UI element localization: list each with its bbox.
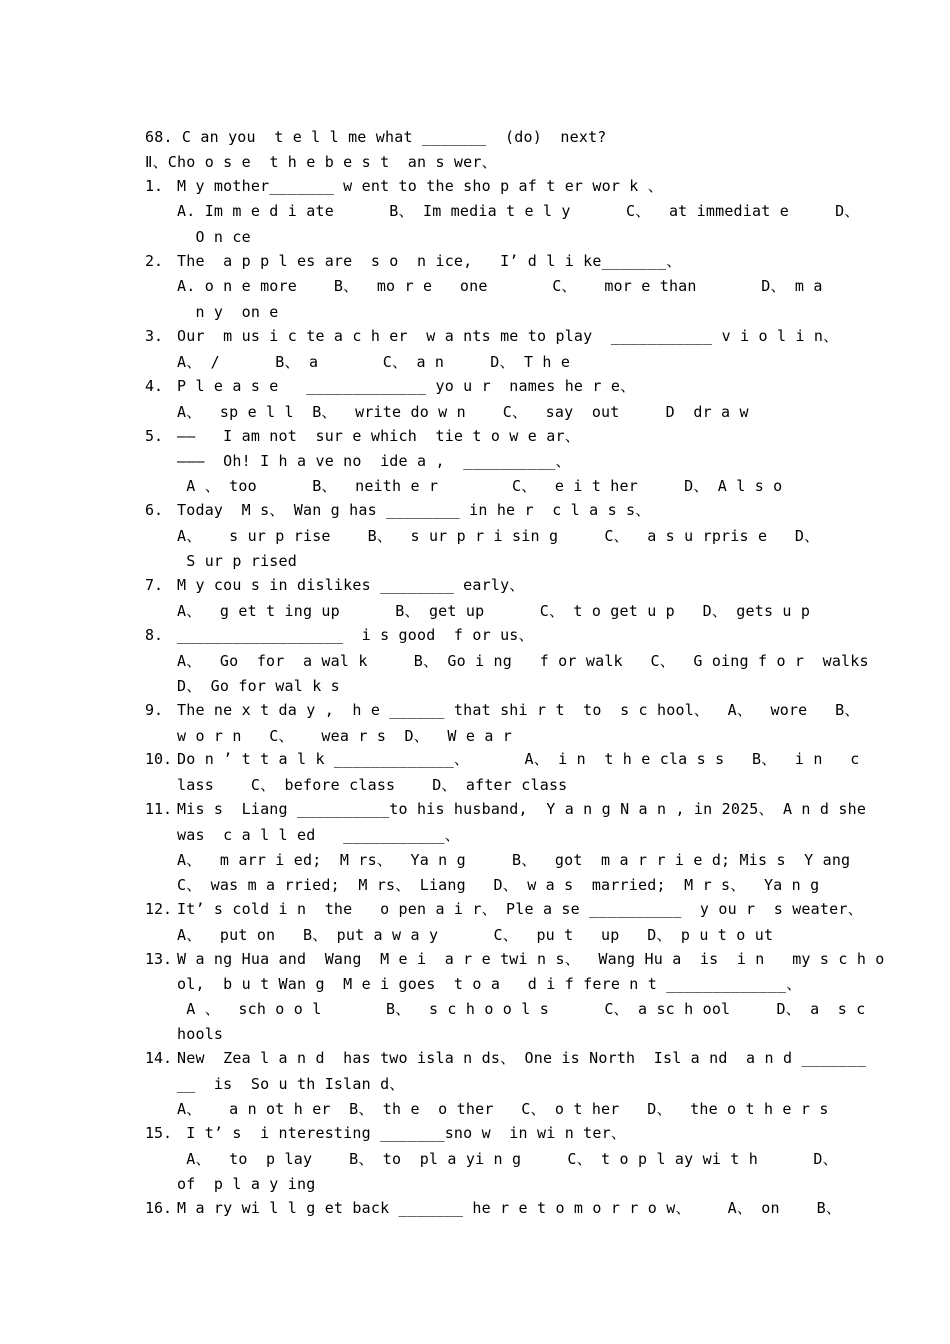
question-options: A、 s ur p rise B、 s ur p r i sin g C、 a s u rpris e D、 <box>177 527 820 545</box>
question-stem-wrap: __ is So u th Islan d、 <box>177 1075 405 1093</box>
question-options-wrap: O n ce <box>177 228 251 246</box>
question-number: 14. <box>145 1049 173 1067</box>
question-options: A、 to p lay B、 to pl a yi n g C、 t o p l ay wi t h D、 <box>177 1150 838 1168</box>
question-options: A、 sp e l l B、 write do w n C、 say out D dr a w <box>177 403 749 421</box>
question-options: A、 Go for a wal k B、 Go i ng f or walk C、 G oing f o r walks <box>177 652 869 670</box>
question-stem: The a p p l es are s o n ice, I’ d l i ke_______、 <box>177 252 682 270</box>
question-options: A、 put on B、 put a w a y C、 pu t up D、 p u t o ut <box>177 926 774 944</box>
question-options: A、 / B、 a C、 a n D、 T h e <box>177 353 571 371</box>
question-stem-wrap: ol, b u t Wan g M e i goes t o a d i f fere n t _____________、 <box>177 975 802 993</box>
question-number: 10. <box>145 750 173 768</box>
question-stem-reply: ——— Oh! I h a ve no ide a , __________、 <box>177 452 571 470</box>
question-number: 1. <box>145 177 164 195</box>
question-stem: __________________ i s good f or us、 <box>177 626 534 644</box>
question-options-wrap: of p l a y ing <box>177 1175 316 1193</box>
question-stem: W a ng Hua and Wang M e i a r e twi n s、 Wang Hu a is i n my s c h o <box>177 950 885 968</box>
question-options: A 、 too B、 neith e r C、 e i t her D、 A l s o <box>177 477 783 495</box>
question-stem: P l e a s e _____________ yo u r names he r e、 <box>177 377 636 395</box>
question-stem: Our m us i c te a c h er w a nts me to play ___________ v i o l i n、 <box>177 327 839 345</box>
question-number: 13. <box>145 950 173 968</box>
question-number: 3. <box>145 327 164 345</box>
question-68-line: 68. C an you t e l l me what _______ (do) next? <box>145 128 607 146</box>
question-stem: M a ry wi l l g et back _______ he r e t o m o r r o w、 A、 on B、 <box>177 1199 842 1217</box>
question-options: A、 a n ot h er B、 th e o ther C、 o t her D、 the o t h e r s <box>177 1100 829 1118</box>
question-stem: The ne x t da y , h e ______ that shi r t to s c hool、 A、 wore B、 <box>177 701 860 719</box>
question-stem: I t’ s i nteresting _______sno w in wi n ter、 <box>177 1124 627 1142</box>
question-options-wrap: lass C、 before class D、 after class <box>177 776 568 794</box>
question-number: 9. <box>145 701 164 719</box>
question-stem: Today M s、 Wan g has ________ in he r c l a s s、 <box>177 501 651 519</box>
question-options: A、 g et t ing up B、 get up C、 t o get u p D、 gets u p <box>177 602 811 620</box>
question-stem: Do n ’ t t a l k _____________、 A、 i n t h e cla s s B、 i n c <box>177 750 860 768</box>
question-number: 4. <box>145 377 164 395</box>
question-number: 2. <box>145 252 164 270</box>
question-options: A. o n e more B、 mo r e one C、 mor e than D、 m a <box>177 277 823 295</box>
question-number: 8. <box>145 626 164 644</box>
question-number: 16. <box>145 1199 173 1217</box>
question-stem-wrap: was c a l l ed ___________、 <box>177 826 460 844</box>
question-options-wrap: D、 Go for wal k s <box>177 677 340 695</box>
question-number: 7. <box>145 576 164 594</box>
question-stem: M y cou s in dislikes ________ early、 <box>177 576 525 594</box>
question-options-wrap: w o r n C、 wea r s D、 W e a r <box>177 727 513 745</box>
question-number: 12. <box>145 900 173 918</box>
question-stem: Mis s Liang __________to his husband, Y a n g N a n , in 2025、 A n d she <box>177 800 867 818</box>
question-stem: M y mother_______ w ent to the sho p af t er wor k 、 <box>177 177 663 195</box>
question-options: A. Im m e d i ate B、 Im media t e l y C、 at immediat e D、 <box>177 202 860 220</box>
question-number: 6. <box>145 501 164 519</box>
question-options: A 、 sch o o l B、 s c h o o l s C、 a sc h ool D、 a s c <box>177 1000 866 1018</box>
question-options-wrap: n y on e <box>177 303 279 321</box>
question-options-wrap: hools <box>177 1025 224 1043</box>
question-number: 5. <box>145 427 164 445</box>
question-stem: —— I am not sur e which tie t o w e ar、 <box>177 427 580 445</box>
section-title: Ⅱ、Cho o s e t h e b e s t an s wer、 <box>145 153 497 171</box>
question-options-wrap: S ur p rised <box>177 552 297 570</box>
question-number: 15. <box>145 1124 173 1142</box>
question-number: 11. <box>145 800 173 818</box>
question-stem: New Zea l a n d has two isla n ds、 One is North Isl a nd a n d _______ <box>177 1049 867 1067</box>
question-stem: It’ s cold i n the o pen a i r、 Ple a se __________ y ou r s weater、 <box>177 900 863 918</box>
question-options: C、 was m a rried; M rs、 Liang D、 w a s married; M r s、 Ya n g <box>177 876 820 894</box>
question-options: A、 m arr i ed; M rs、 Ya n g B、 got m a r r i e d; Mis s Y ang <box>177 851 851 869</box>
